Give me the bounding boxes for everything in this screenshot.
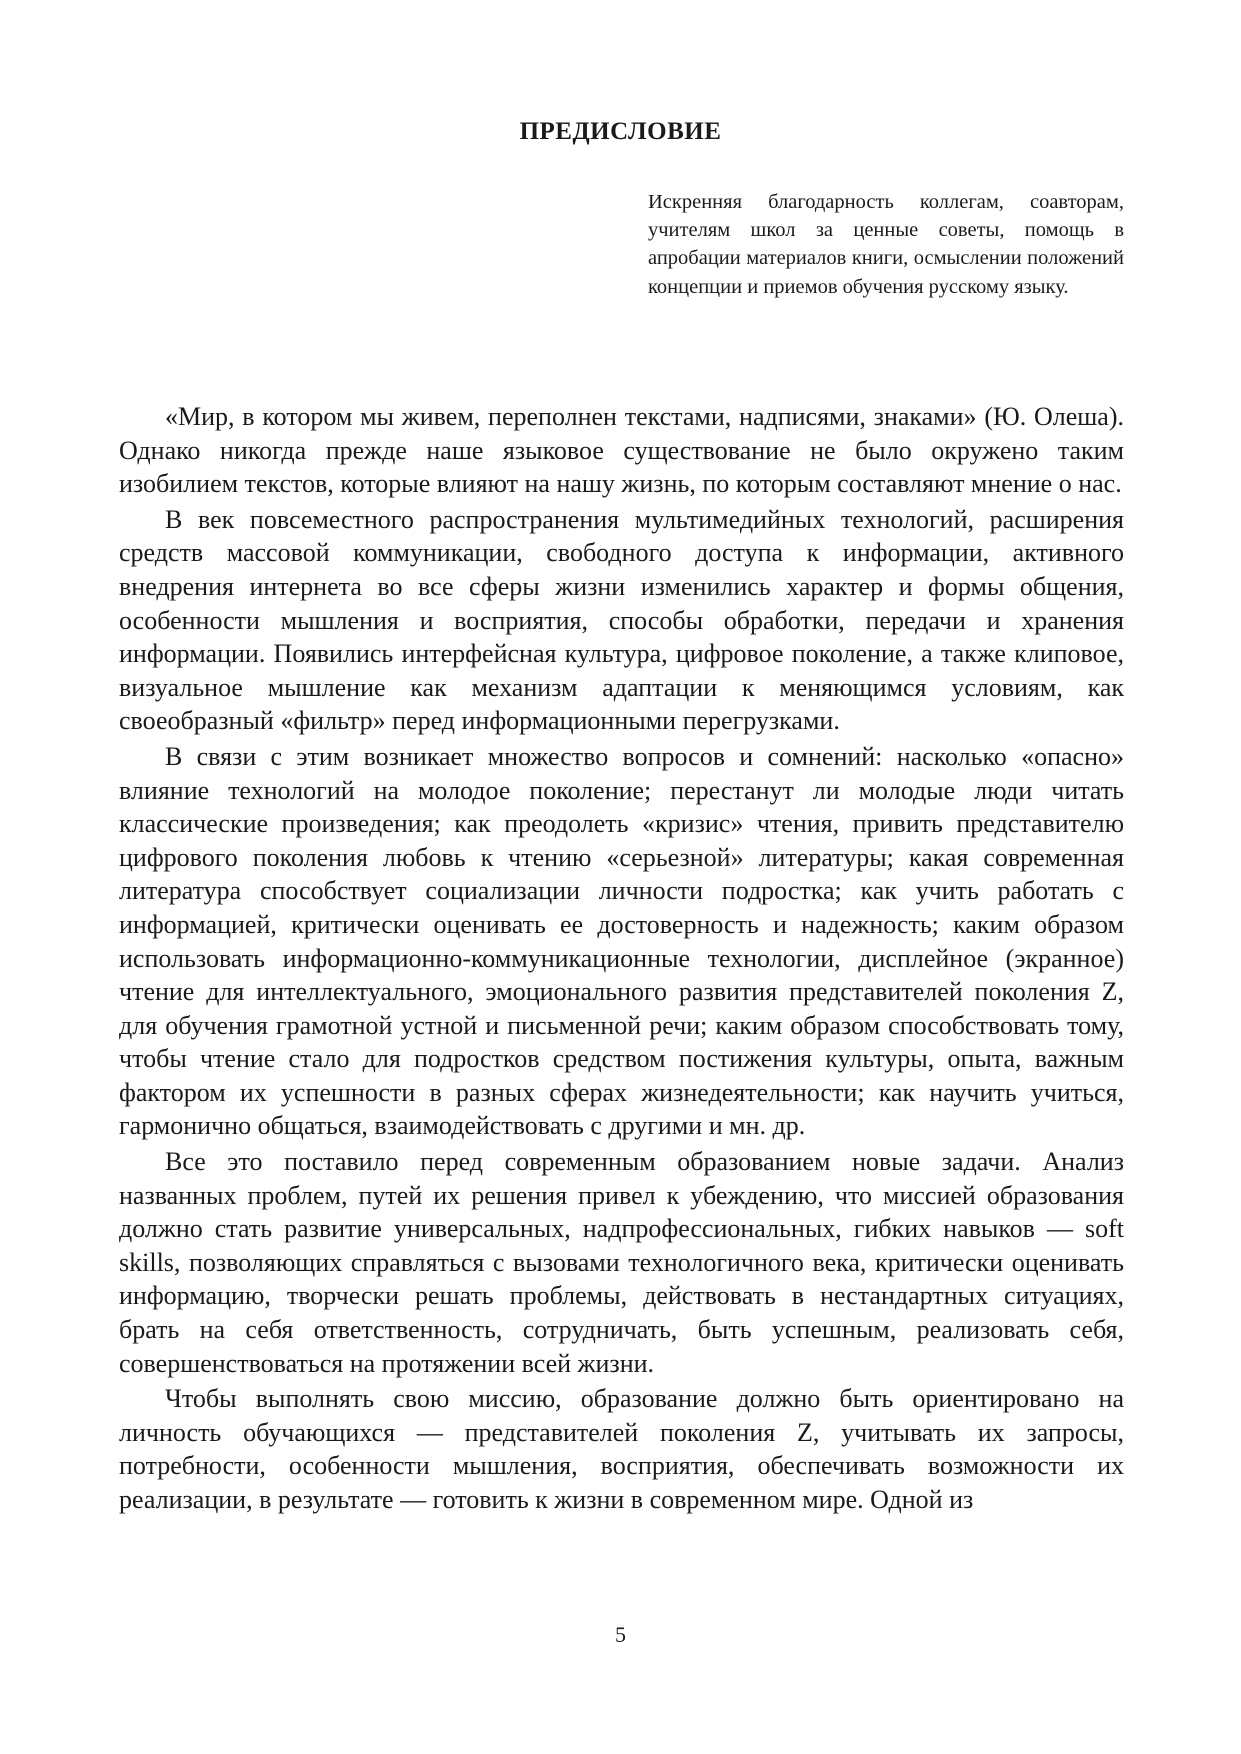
page-title: ПРЕДИСЛОВИЕ bbox=[519, 118, 722, 145]
paragraph-3: В связи с этим возникает множество вопросов и сомнений: насколько «опасно» влияние технологий на молодое поколение; перестанут ли молодые люди читать классические произведения; как преодолеть «кризис» чтения, привить представителю цифрового поколения любовь к чтению «серьезной» литературы; какая современная литература способствует социализации личности подростка; как учить работать с информацией, критически оценивать ее достоверность и надежность; каким образом использовать информационно-коммуникационные технологии, дисплейное (экранное) чтение для интеллектуального, эмоционального развития представителей поколения Z, для обучения грамотной устной и письменной речи; каким образом способствовать тому, чтобы чтение стало для подростков средством постижения культуры, опыта, важным фактором их успешности в разных сферах жизнедеятельности; как научить учиться, гармонично общаться, взаимодействовать с другими и мн. др. bbox=[119, 741, 1124, 1141]
page-number: 5 bbox=[615, 1622, 626, 1647]
paragraph-4: Все это поставило перед современным образованием новые задачи. Анализ названных проблем, путей их решения привел к убеждению, что миссией образования должно стать развитие универсальных, надпрофессиональных, гибких навыков — soft skills, позволяющих справляться с вызовами технологичного века, критически оценивать информацию, творчески решать проблемы, действовать в нестандартных ситуациях, брать на себя ответственность, сотрудничать, быть успешным, реализовать себя, совершенствоваться на протяжении всей жизни. bbox=[119, 1147, 1124, 1378]
epigraph: Искренняя благодарность коллегам, соавторам, учителям школ за ценные советы, помощь в апробации материалов книги, осмыслении положений концепции и приемов обучения русскому языку. bbox=[648, 191, 1124, 298]
paragraph-5: Чтобы выполнять свою миссию, образование должно быть ориентировано на личность обучающихся — представителей поколения Z, учитывать их запросы, потребности, особенности мышления, восприятия, обеспечивать возможности их реализации, в результате — готовить к жизни в современном мире. Одной из bbox=[119, 1384, 1124, 1514]
paragraph-2: В век повсеместного распространения мультимедийных технологий, расширения средств массовой коммуникации, свободного доступа к информации, активного внедрения интернета во все сферы жизни изменились характер и формы общения, особенности мышления и восприятия, способы обработки, передачи и хранения информации. Появились интерфейсная культура, цифровое поколение, а также клиповое, визуальное мышление как механизм адаптации к меняющимся условиям, как своеобразный «фильтр» перед информационными перегрузками. bbox=[119, 504, 1124, 736]
paragraph-1: «Мир, в котором мы живем, переполнен текстами, надписями, знаками» (Ю. Олеша). Однако никогда прежде наше языковое существование не было окружено таким изобилием текстов, которые влияют на нашу жизнь, по которым составляют мнение о нас. bbox=[119, 402, 1124, 499]
body-text bbox=[119, 400, 1124, 1517]
